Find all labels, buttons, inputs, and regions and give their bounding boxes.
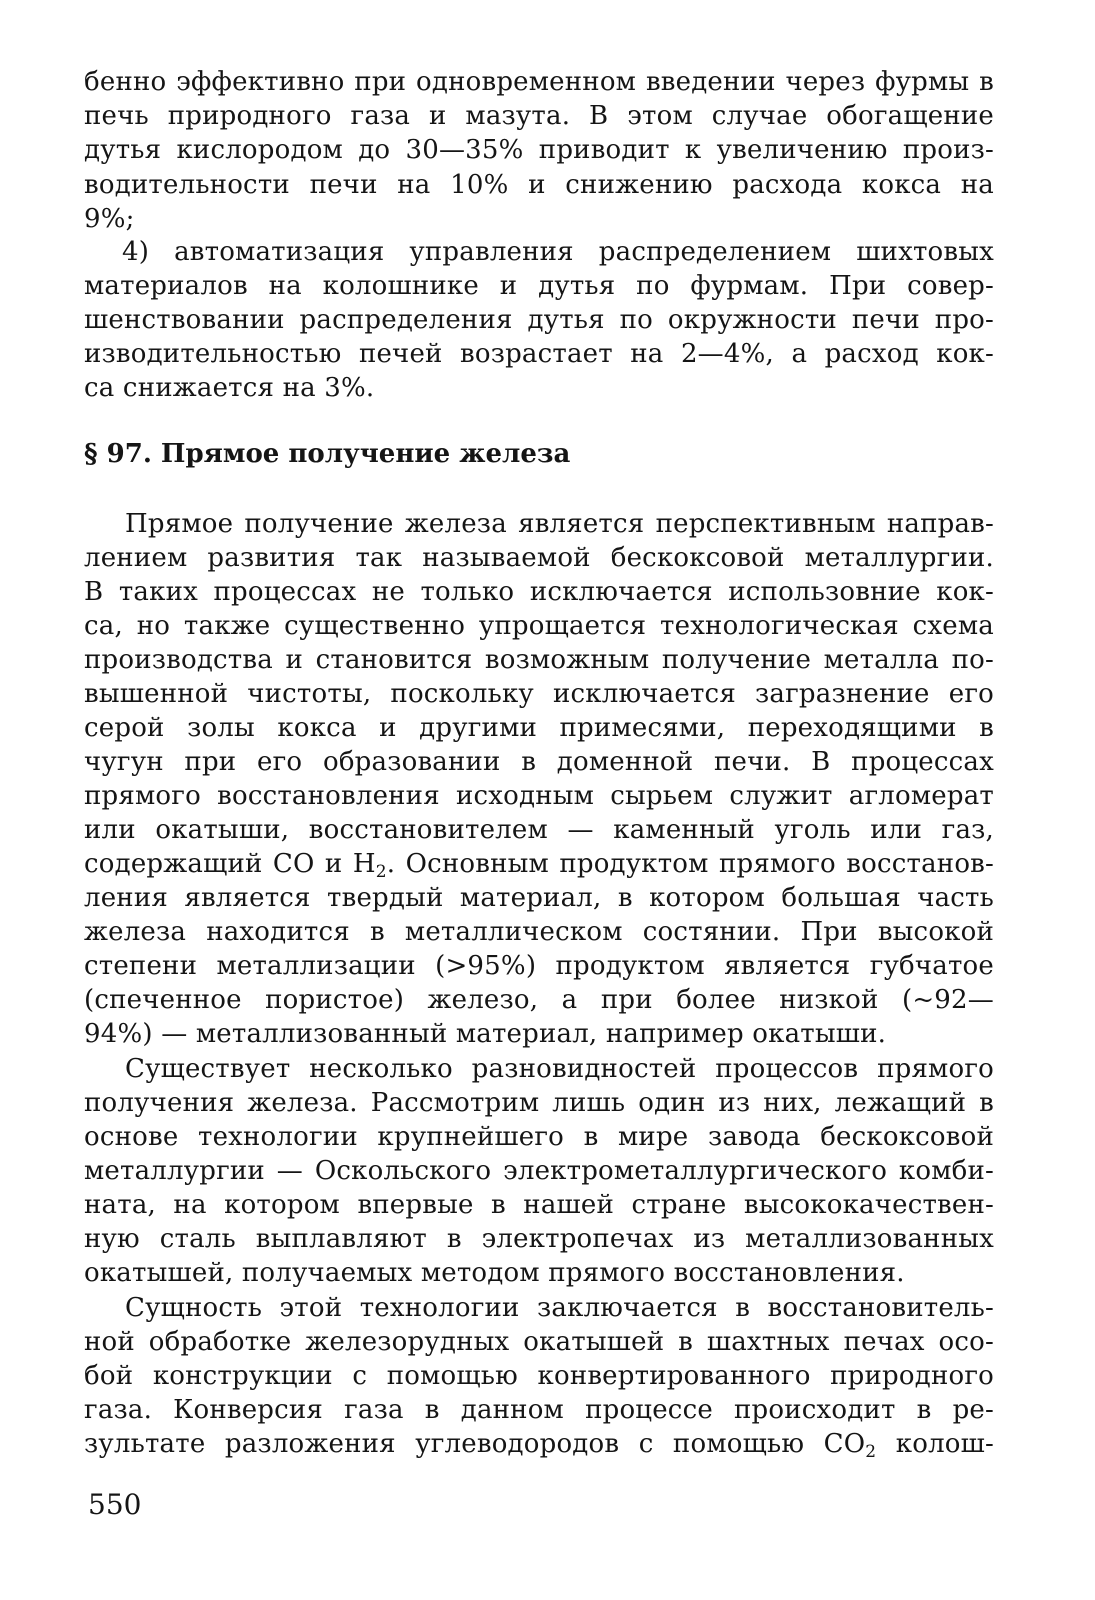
text-line: Сущность этой технологии заключается в восстановитель- [125, 1293, 994, 1323]
text-line: производства и становится возможным получение металла по- [84, 645, 994, 675]
text-line: дутья кислородом до 30—35% приводит к увеличению произ- [84, 135, 994, 165]
text-line: 4) автоматизация управления распределением шихтовых [122, 237, 994, 267]
text-line: изводительностью печей возрастает на 2—4%, а расход кок- [84, 339, 994, 369]
line-part: . Основным продуктом прямого восстанов- [386, 849, 994, 879]
text-line: окатышей, получаемых методом прямого восстановления. [84, 1258, 905, 1288]
text-line-with-subscript [84, 847, 994, 881]
text-line: ной обработке железорудных окатышей в шахтных печах осо- [84, 1327, 994, 1357]
text-line: ната, на котором впервые в нашей стране высококачествен- [84, 1190, 994, 1220]
page-number: 550 [88, 1488, 142, 1521]
text-line: Прямое получение железа является перспективным направ- [125, 509, 994, 539]
text-line: 9%; [84, 204, 135, 234]
text-line: са, но также существенно упрощается технологическая схема [84, 611, 994, 641]
text-line: или окатыши, восстановителем — каменный уголь или газ, [84, 815, 994, 845]
text-line: 94%) — металлизованный материал, например окатыши. [84, 1019, 887, 1049]
text-line: бенно эффективно при одновременном введении через фурмы в [84, 67, 994, 97]
text-line: получения железа. Рассмотрим лишь один из них, лежащий в [84, 1088, 994, 1118]
text-line: са снижается на 3%. [84, 373, 375, 403]
line-part: колош- [876, 1429, 994, 1459]
text-line: водительности печи на 10% и снижению расхода кокса на [84, 170, 994, 200]
line-part: содержащий СО и Н [84, 849, 376, 879]
text-line: материалов на колошнике и дутья по фурмам. При совер- [84, 271, 994, 301]
text-line: лением развития так называемой бескоксовой металлургии. [84, 543, 994, 573]
text-line: ления является твердый материал, в котором большая часть [84, 883, 994, 913]
subscript: 2 [375, 862, 387, 882]
text-line: прямого восстановления исходным сырьем служит агломерат [84, 781, 994, 811]
text-line: вышенной чистоты, поскольку исключается загразнение его [84, 679, 994, 709]
text-line: В таких процессах не только исключается использовние кок- [84, 577, 994, 607]
text-line: бой конструкции с помощью конвертированного природного [84, 1361, 994, 1391]
text-line: печь природного газа и мазута. В этом случае обогащение [84, 101, 994, 131]
text-line: металлургии — Оскольского электрометаллургического комби- [84, 1156, 994, 1186]
text-line: серой золы кокса и другими примесями, переходящими в [84, 713, 994, 743]
line-part: зультате разложения углеводородов с помощью СО [84, 1429, 866, 1459]
text-line: газа. Конверсия газа в данном процессе происходит в ре- [84, 1395, 994, 1425]
text-line: железа находится в металлическом состянии. При высокой [84, 917, 994, 947]
text-line: (спеченное пористое) железо, а при более низкой (~92— [84, 985, 994, 1015]
subscript: 2 [865, 1442, 877, 1462]
text-line: основе технологии крупнейшего в мире завода бескоксовой [84, 1122, 994, 1152]
text-line: шенствовании распределения дутья по окружности печи про- [84, 305, 994, 335]
section-heading: § 97. Прямое получение железа [84, 439, 571, 469]
text-line: Существует несколько разновидностей процессов прямого [125, 1054, 994, 1084]
text-line-with-subscript [84, 1427, 994, 1461]
text-line: чугун при его образовании в доменной печи. В процессах [84, 747, 994, 777]
text-line: степени металлизации (>95%) продуктом является губчатое [84, 951, 994, 981]
text-line: ную сталь выплавляют в электропечах из металлизованных [84, 1224, 994, 1254]
